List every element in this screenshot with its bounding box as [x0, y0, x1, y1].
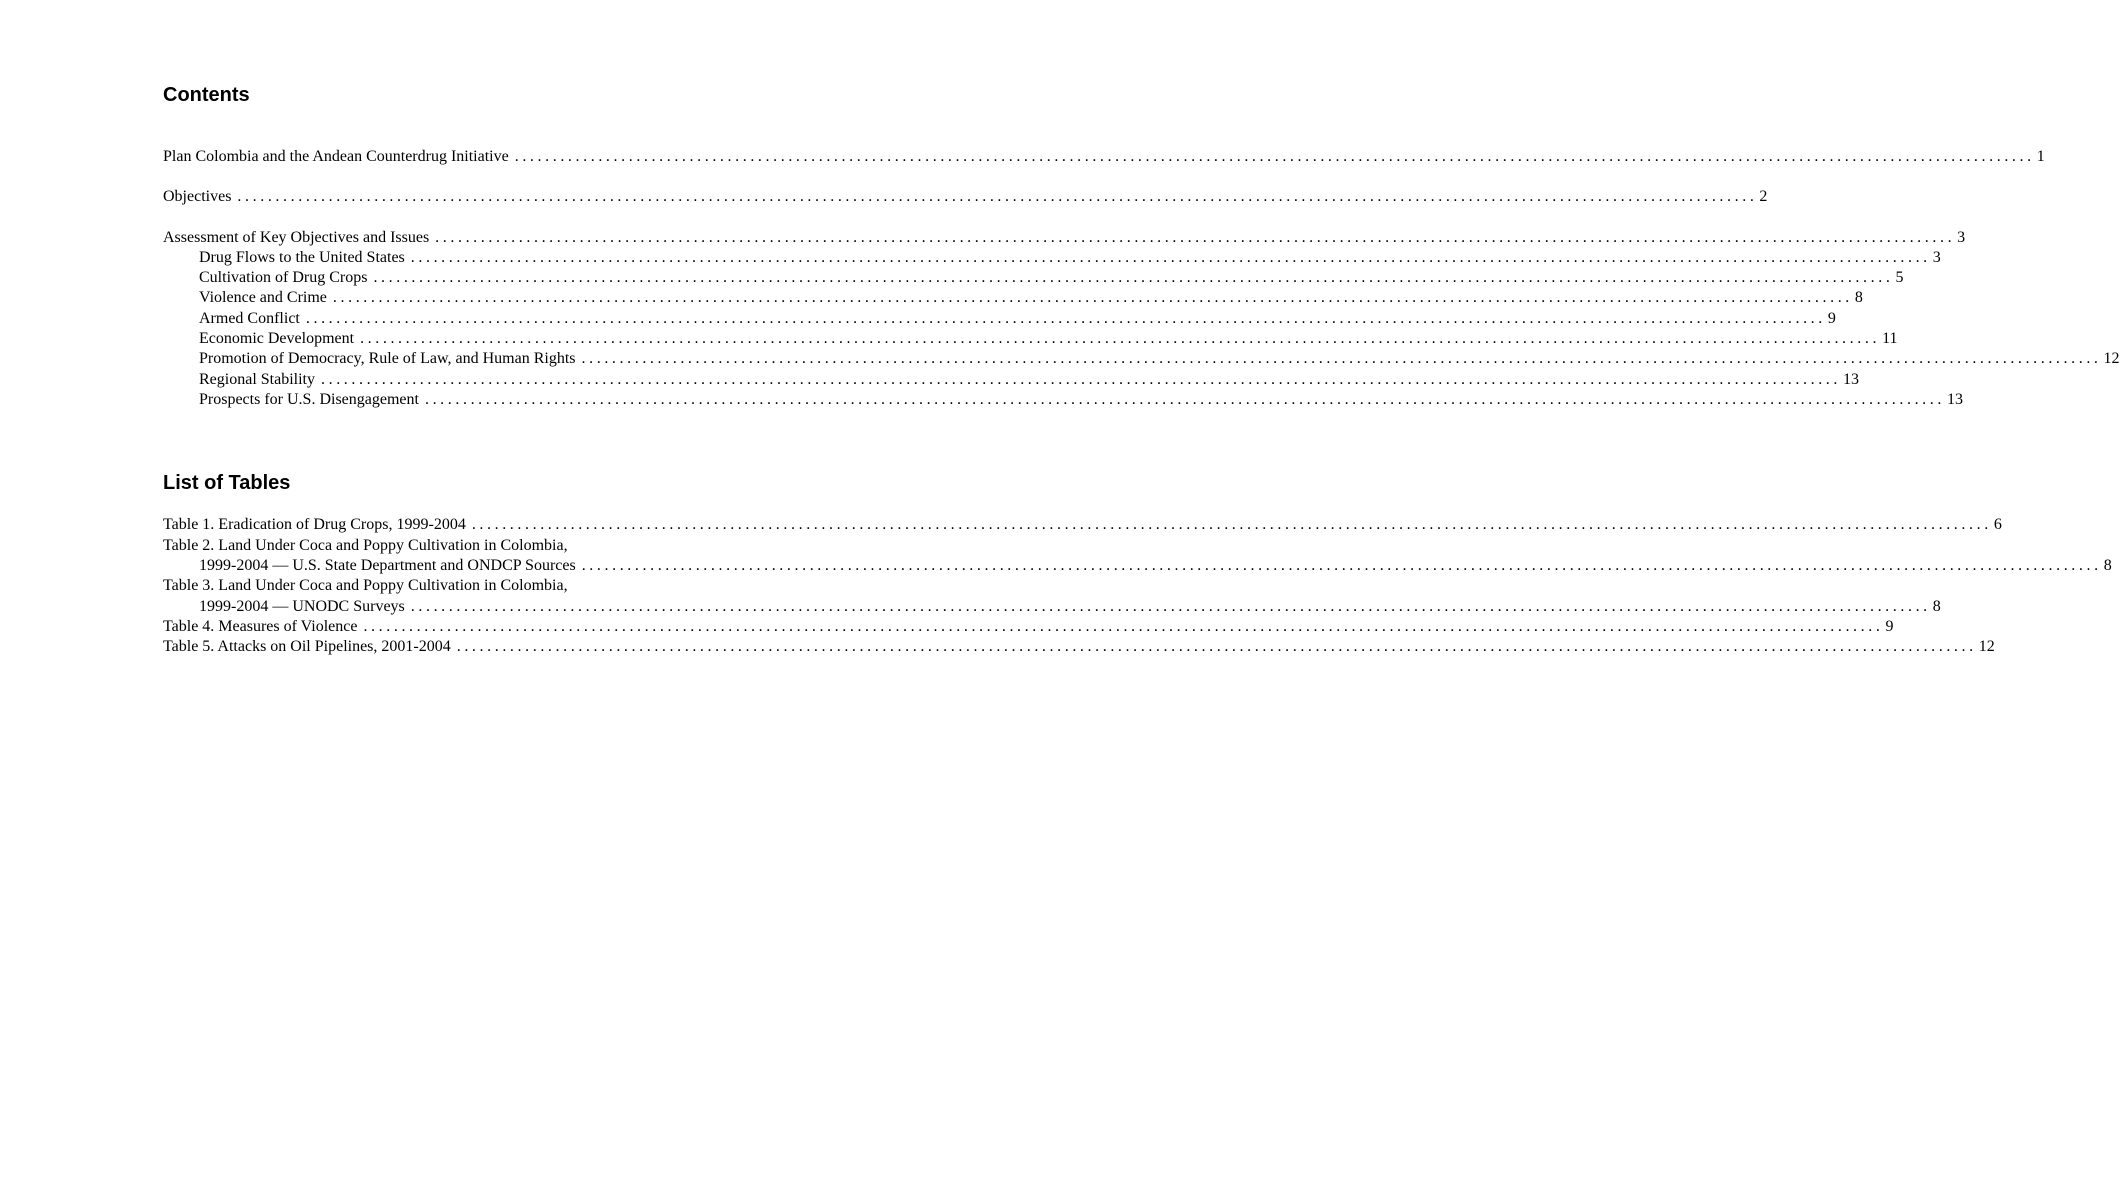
toc-entry-page: 13 — [1946, 391, 1963, 408]
dot-leader: ........................................................................................................................................................................................................ — [373, 269, 1894, 286]
dot-leader: ........................................................................................................................................................................................................ — [435, 229, 1956, 246]
toc-subentry[interactable] — [199, 309, 1836, 329]
toc-subentry[interactable] — [199, 288, 1863, 308]
toc-entry[interactable] — [163, 187, 1768, 207]
toc-entry-page: 3 — [1932, 249, 1941, 266]
toc-entry-title: Armed Conflict — [199, 310, 300, 327]
dot-leader: ........................................................................................................................................................................................................ — [514, 148, 2035, 165]
table-entry-title: Table 5. Attacks on Oil Pipelines, 2001-2004 — [163, 638, 451, 655]
list-of-tables-heading: List of Tables — [163, 472, 291, 494]
table-entry-page: 8 — [2103, 557, 2112, 574]
table-entry-page: 9 — [1885, 618, 1894, 635]
toc-entry-page: 3 — [1957, 229, 1966, 246]
toc-entry-page: 11 — [1882, 330, 1898, 347]
toc-entry-title: Promotion of Democracy, Rule of Law, and Human Rights — [199, 350, 576, 367]
table-entry-title: 1999-2004 — UNODC Surveys — [199, 598, 405, 615]
toc-entry-title: Cultivation of Drug Crops — [199, 269, 368, 286]
toc-entry-page: 5 — [1895, 269, 1904, 286]
toc-entry-title: Prospects for U.S. Disengagement — [199, 391, 419, 408]
toc-subentry[interactable] — [199, 390, 1963, 410]
toc-entry-page: 8 — [1854, 289, 1863, 306]
table-entry[interactable] — [163, 637, 1995, 657]
toc-entry[interactable] — [163, 228, 1966, 248]
table-entry-title: Table 4. Measures of Violence — [163, 618, 358, 635]
dot-leader: ........................................................................................................................................................................................................ — [360, 330, 1881, 347]
toc-entry-title: Drug Flows to the United States — [199, 249, 405, 266]
table-entry[interactable] — [199, 597, 1941, 617]
toc-subentry[interactable] — [199, 329, 1898, 349]
toc-entry-title: Assessment of Key Objectives and Issues — [163, 229, 430, 246]
toc-subentry[interactable] — [199, 349, 2120, 369]
dot-leader: ........................................................................................................................................................................................................ — [410, 598, 1931, 615]
table-entry-title: Table 1. Eradication of Drug Crops, 1999-2004 — [163, 516, 466, 533]
table-entry-page: 8 — [1932, 598, 1941, 615]
contents-heading: Contents — [163, 84, 250, 106]
toc-entry[interactable] — [163, 147, 2045, 167]
toc-entry-page: 1 — [2036, 148, 2045, 165]
toc-subentry[interactable] — [199, 268, 1904, 288]
dot-leader: ........................................................................................................................................................................................................ — [332, 289, 1853, 306]
toc-entry-title: Violence and Crime — [199, 289, 327, 306]
table-entry-first-line[interactable]: Table 2. Land Under Coca and Poppy Cultivation in Colombia, — [163, 537, 568, 554]
dot-leader: ........................................................................................................................................................................................................ — [456, 638, 1977, 655]
dot-leader: ........................................................................................................................................................................................................ — [363, 618, 1884, 635]
dot-leader: ........................................................................................................................................................................................................ — [471, 516, 1992, 533]
table-entry-title: 1999-2004 — U.S. State Department and ONDCP Sources — [199, 557, 576, 574]
toc-subentry[interactable] — [199, 248, 1941, 268]
toc-entry-title: Regional Stability — [199, 371, 315, 388]
toc-entry-title: Economic Development — [199, 330, 355, 347]
dot-leader: ........................................................................................................................................................................................................ — [410, 249, 1931, 266]
table-entry-page: 6 — [1993, 516, 2002, 533]
dot-leader: ........................................................................................................................................................................................................ — [321, 371, 1841, 388]
toc-entry-page: 2 — [1759, 188, 1768, 205]
dot-leader: ........................................................................................................................................................................................................ — [305, 310, 1826, 327]
table-entry[interactable] — [163, 617, 1894, 637]
toc-subentry[interactable] — [199, 370, 1859, 390]
table-entry-page: 12 — [1978, 638, 1995, 655]
dot-leader: ........................................................................................................................................................................................................ — [424, 391, 1945, 408]
toc-entry-page: 9 — [1827, 310, 1836, 327]
dot-leader: ........................................................................................................................................................................................................ — [237, 188, 1758, 205]
table-entry[interactable] — [163, 515, 2002, 535]
table-entry-first-line[interactable]: Table 3. Land Under Coca and Poppy Cultivation in Colombia, — [163, 577, 568, 594]
toc-entry-title: Objectives — [163, 188, 232, 205]
dot-leader: ........................................................................................................................................................................................................ — [581, 350, 2102, 367]
toc-entry-title: Plan Colombia and the Andean Counterdrug Initiative — [163, 148, 509, 165]
dot-leader: ........................................................................................................................................................................................................ — [581, 557, 2102, 574]
table-entry[interactable] — [199, 556, 2112, 576]
toc-entry-page: 12 — [2103, 350, 2120, 367]
toc-entry-page: 13 — [1843, 371, 1859, 388]
